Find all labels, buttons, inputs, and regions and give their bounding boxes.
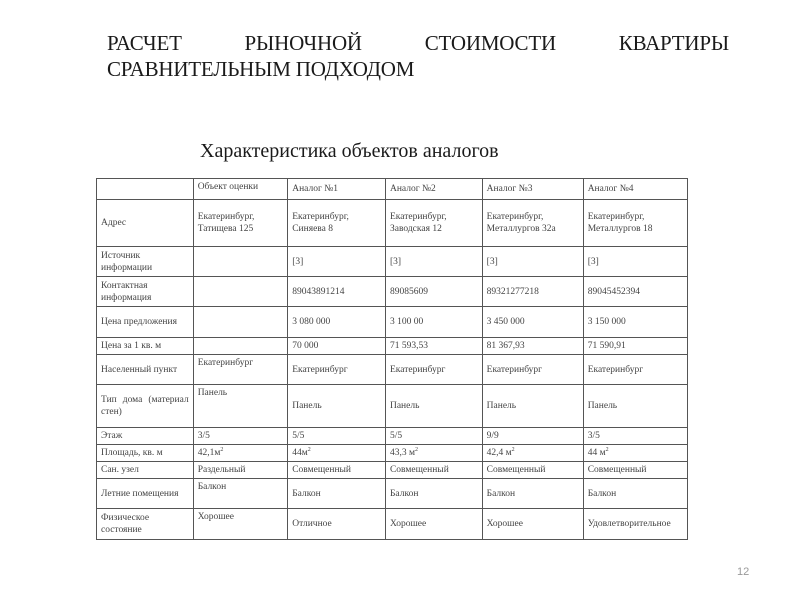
row-label: Этаж	[97, 428, 194, 445]
table-row	[97, 247, 688, 277]
table-cell: Балкон	[385, 479, 482, 509]
table-cell	[385, 445, 482, 462]
table-cell: Екатеринбург	[288, 355, 386, 385]
row-label: Контактная информация	[97, 277, 194, 307]
table-row	[97, 277, 688, 307]
table-cell: Екатеринбург	[385, 355, 482, 385]
table-header-row	[97, 179, 688, 200]
table-cell: 3 100 00	[385, 307, 482, 338]
row-label: Площадь, кв. м	[97, 445, 194, 462]
area-value: 42,4 м	[486, 448, 512, 458]
row-label: Цена за 1 кв. м	[97, 338, 194, 355]
superscript: 2	[307, 446, 311, 453]
table-cell: 3/5	[583, 428, 687, 445]
table-row	[97, 355, 688, 385]
table-cell: 9/9	[482, 428, 583, 445]
table-cell: 89085609	[385, 277, 482, 307]
table-cell: Панель	[193, 385, 288, 428]
header-cell: Аналог №1	[288, 179, 386, 200]
table-row	[97, 462, 688, 479]
title-word: РЫНОЧНОЙ	[244, 31, 362, 55]
table-cell: Хорошее	[385, 509, 482, 540]
table-cell: Раздельный	[193, 462, 288, 479]
table-cell: 71 593,53	[385, 338, 482, 355]
header-cell	[97, 179, 194, 200]
table-cell: Балкон	[193, 479, 288, 509]
table-cell: 89043891214	[288, 277, 386, 307]
table-cell: Балкон	[482, 479, 583, 509]
table-cell: Екатеринбург	[193, 355, 288, 385]
table-cell: Хорошее	[482, 509, 583, 540]
row-label: Источник информации	[97, 247, 194, 277]
title-word: СТОИМОСТИ	[424, 31, 556, 55]
table-cell: 5/5	[385, 428, 482, 445]
table-cell	[288, 445, 386, 462]
row-label: Физическое состояние	[97, 509, 194, 540]
table-cell: Панель	[583, 385, 687, 428]
header-cell: Аналог №2	[385, 179, 482, 200]
row-label: Тип дома (материал стен)	[97, 385, 194, 428]
table-cell: Екатеринбург	[482, 355, 583, 385]
table-cell: Екатеринбург, Синяева 8	[288, 200, 386, 247]
table-cell: Панель	[385, 385, 482, 428]
table-cell: Отличное	[288, 509, 386, 540]
table-cell: Хорошее	[193, 509, 288, 540]
table-cell	[193, 338, 288, 355]
table-cell: Панель	[288, 385, 386, 428]
table-cell: Совмещенный	[482, 462, 583, 479]
table-cell	[583, 445, 687, 462]
row-label: Цена предложения	[97, 307, 194, 338]
table-row	[97, 385, 688, 428]
table-cell: Балкон	[583, 479, 687, 509]
table-cell: 3 080 000	[288, 307, 386, 338]
table-cell: 3/5	[193, 428, 288, 445]
table-row	[97, 509, 688, 540]
superscript: 2	[220, 446, 224, 453]
table-cell: [3]	[288, 247, 386, 277]
table-cell: Екатеринбург, Металлургов 18	[583, 200, 687, 247]
table-cell	[193, 445, 288, 462]
row-label: Адрес	[97, 200, 194, 247]
slide-title-line1	[107, 30, 729, 56]
header-cell: Аналог №3	[482, 179, 583, 200]
header-cell: Аналог №4	[583, 179, 687, 200]
header-cell: Объект оценки	[193, 179, 288, 200]
slide-title-line2: СРАВНИТЕЛЬНЫМ ПОДХОДОМ	[107, 57, 415, 81]
row-label: Летние помещения	[97, 479, 194, 509]
row-label: Населенный пункт	[97, 355, 194, 385]
table-cell: [3]	[385, 247, 482, 277]
analogs-table	[96, 178, 688, 540]
table-row	[97, 338, 688, 355]
table-cell: Совмещенный	[288, 462, 386, 479]
table-row	[97, 307, 688, 338]
table-cell: [3]	[583, 247, 687, 277]
superscript: 2	[414, 446, 418, 453]
table-caption: Характеристика объектов аналогов	[200, 140, 499, 162]
superscript: 2	[605, 446, 609, 453]
area-value: 42,1м	[197, 448, 221, 458]
table-row	[97, 200, 688, 247]
table-cell	[193, 247, 288, 277]
area-value: 43,3 м	[389, 448, 415, 458]
table-cell: 89045452394	[583, 277, 687, 307]
slide-title	[107, 30, 729, 82]
table-cell: Удовлетворительное	[583, 509, 687, 540]
table-cell: Екатеринбург, Татищева 125	[193, 200, 288, 247]
area-value: 44м	[292, 448, 308, 458]
table-cell: 71 590,91	[583, 338, 687, 355]
table-cell: Екатеринбург, Заводская 12	[385, 200, 482, 247]
table-cell: Екатеринбург, Металлургов 32а	[482, 200, 583, 247]
table-row	[97, 428, 688, 445]
table-cell: 3 150 000	[583, 307, 687, 338]
table-cell: 3 450 000	[482, 307, 583, 338]
table-cell: 89321277218	[482, 277, 583, 307]
table-cell: Панель	[482, 385, 583, 428]
page-number: 12	[737, 566, 750, 578]
area-value: 44 м	[587, 448, 606, 458]
table-cell: Балкон	[288, 479, 386, 509]
title-word: КВАРТИРЫ	[618, 31, 729, 55]
title-word: РАСЧЕТ	[107, 31, 182, 55]
superscript: 2	[511, 446, 515, 453]
table-cell	[482, 445, 583, 462]
table-cell: 70 000	[288, 338, 386, 355]
table-cell: Совмещенный	[385, 462, 482, 479]
table-cell: 81 367,93	[482, 338, 583, 355]
table-cell: [3]	[482, 247, 583, 277]
table-cell	[193, 277, 288, 307]
table-row	[97, 479, 688, 509]
table-cell: Совмещенный	[583, 462, 687, 479]
table-cell: 5/5	[288, 428, 386, 445]
row-label: Сан. узел	[97, 462, 194, 479]
table-cell: Екатеринбург	[583, 355, 687, 385]
table-cell	[193, 307, 288, 338]
table-row	[97, 445, 688, 462]
